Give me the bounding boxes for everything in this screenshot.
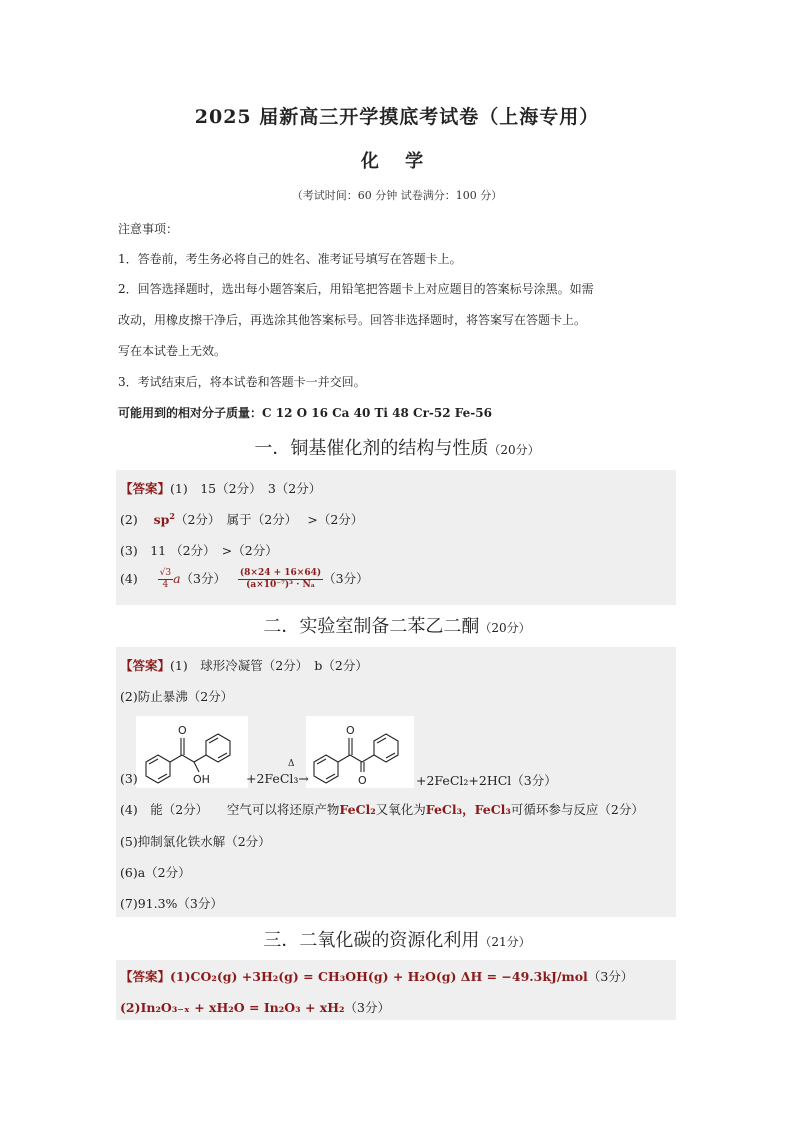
note-item-2-cont: 改动，用橡皮擦干净后，再选涂其他答案标号。回答非选择题时，将答案写在答题卡上。 [118,313,587,327]
note-item-2: 2．回答选择题时，选出每小题答案后，用铅笔把答题卡上对应题目的答案标号涂黑。如需 [118,282,594,296]
s2-answer-4a: (4) 能（2分） 空气可以将还原产物 [120,802,340,817]
benzoin-structure [136,716,248,788]
section-1-points: （20分） [488,443,540,457]
s2-q3-number: (3) [120,771,138,786]
section-3-answer-box [116,960,676,1020]
s1-sp-superscript: 2 [169,510,175,521]
s3-equation-1: (1)CO₂(g) +3H₂(g) = CH₃OH(g) + H₂O(g) ΔH = −49.3kJ/mol [170,969,588,984]
s2-line-4 [120,800,644,818]
document-title: 2025 届新高三开学摸底考试卷（上海专用） [194,106,600,128]
s3-answer-tag: 【答案】 [120,969,171,984]
section-1-heading [0,434,794,460]
s3-line-2 [120,998,390,1016]
s2-answer-4c: 又氧化为 [375,802,426,817]
s1-answer-tag: 【答案】 [120,481,171,496]
s1-line-2 [120,510,363,528]
mol1-carbonyl-o: O [178,724,187,737]
s1-line-1 [120,479,321,497]
s1-answer-1: (1) 15（2分） 3（2分） [170,481,322,496]
relative-masses: 可能用到的相对分子质量：C 12 O 16 Ca 40 Ti 48 Cr-52 Fe-56 [118,406,492,420]
subject-title: 化 学 [360,151,434,172]
s2-answer-7: (7)91.3%（3分） [120,896,223,911]
s3-line-1 [120,967,633,985]
notes-heading: 注意事项： [118,222,179,236]
section-2-answer-box [116,647,676,917]
s2-fecl3: FeCl₃，FeCl₃ [425,802,511,817]
s1-line-3: (3) 11 （2分） >（2分） [120,543,278,558]
section-2-title: 二．实验室制备二苯乙二酮 [263,616,480,637]
s2-answer-5: (5)抑制氯化铁水解（2分） [120,834,271,849]
section-2-heading [0,612,794,638]
s3-equation-2: (2)In₂O₃₋ₓ + xH₂O = In₂O₃ + xH₂ [120,1000,345,1015]
section-2-points: （20分） [479,621,531,635]
s1-line-4 [120,568,369,591]
s2-answer-tag: 【答案】 [120,658,171,673]
s3-points-2: （3分） [344,1000,390,1015]
density-fraction [238,568,323,591]
note-item-3: 3．考试结束后，将本试卷和答题卡一并交回。 [118,375,366,389]
exam-info: （考试时间：60 分钟 试卷满分：100 分） [291,189,503,202]
section-3-points: （21分） [479,935,531,949]
sqrt3-over-4: $\frac{√3}{4}$ [159,568,172,590]
s2-answer-6: (6)a（2分） [120,865,191,880]
benzil-structure [306,716,414,788]
s2-reaction-middle: +2FeCl₃→ [246,771,309,786]
section-3-title: 三．二氧化碳的资源化利用 [263,930,480,951]
s2-answer-1: (1) 球形冷凝管（2分） b（2分） [170,658,368,673]
density-denominator: (a×10⁻⁷)³ · Nₐ [246,580,315,590]
s2-reaction-end: +2FeCl₂+2HCl（3分） [416,773,557,788]
section-1-title: 一．铜基催化剂的结构与性质 [254,438,489,459]
s1-q4-points-2: （3分） [323,571,369,586]
s1-q4-number: (4) [120,571,138,586]
mol2-carbonyl-o-2: O [358,774,367,787]
s2-fecl2: FeCl₂ [339,802,376,817]
note-item-2-end: 写在本试卷上无效。 [118,344,227,358]
section-3-heading [0,926,794,952]
s1-sp: sp [153,512,170,527]
s2-answer-4e: 可循环参与反应（2分） [510,802,644,817]
s1-a-var: a [173,571,181,586]
s2-line-1 [120,656,368,674]
density-numerator: (8×24 + 16×64) [239,568,322,578]
note-item-1: 1．答卷前，考生务必将自己的姓名、准考证号填写在答题卡上。 [118,252,462,266]
s1-answer-2: （2分） 属于（2分） >（2分） [174,512,364,527]
section-1-answer-box [116,470,676,605]
mol2-carbonyl-o-1: O [346,724,355,737]
s2-heat-symbol: Δ [288,759,295,769]
s1-q2-number: (2) [120,512,138,527]
s2-answer-2: (2)防止暴沸（2分） [120,689,234,704]
s3-points-1: （3分） [587,969,634,984]
s1-q4-points-1: （3分） [180,571,226,586]
mol1-hydroxyl: OH [193,773,210,786]
